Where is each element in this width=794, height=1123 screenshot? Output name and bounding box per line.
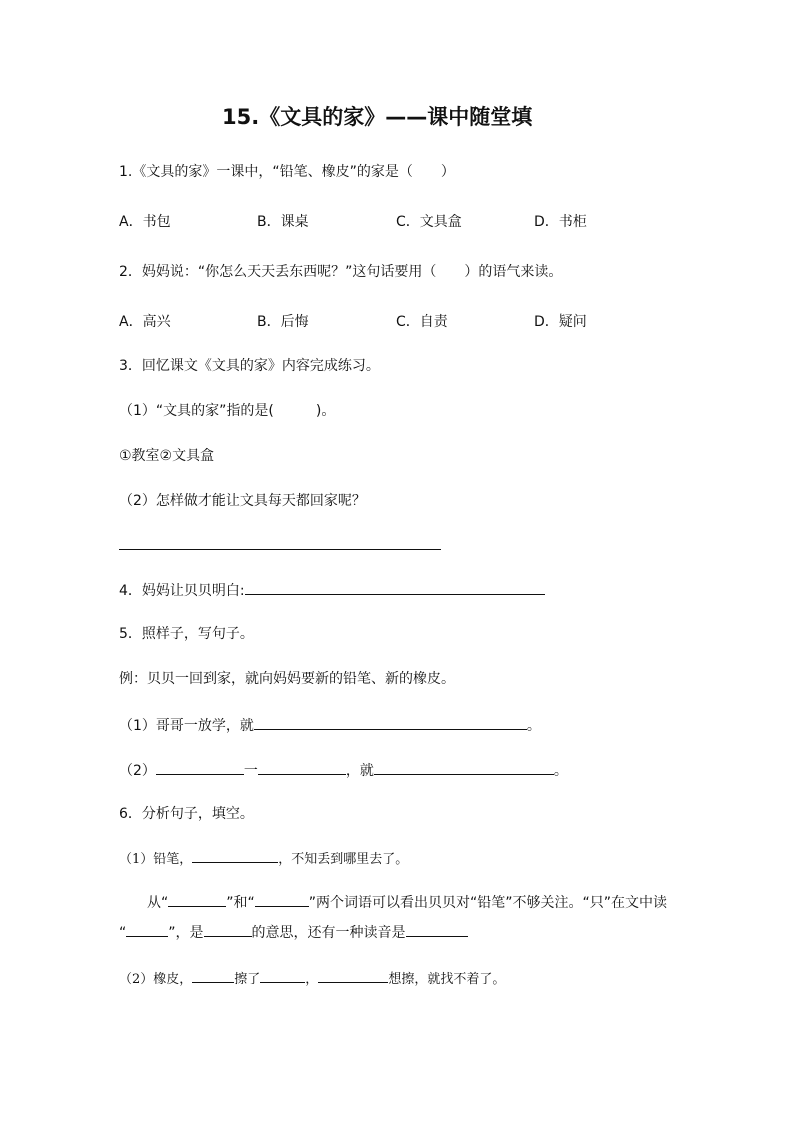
question-1-option-b: B．课桌 bbox=[257, 214, 309, 230]
question-5-sub-2-connector: 一 bbox=[243, 763, 258, 779]
question-6-other-reading-blank[interactable] bbox=[406, 922, 468, 937]
question-5-sub-2 bbox=[119, 760, 568, 780]
question-6-analysis-text-1: 从“ bbox=[147, 895, 169, 911]
question-5-sub-1-prefix: （1）哥哥一放学，就 bbox=[119, 718, 254, 734]
question-6-sub-1 bbox=[119, 848, 408, 869]
question-6-analysis-line-1 bbox=[147, 892, 667, 912]
question-5-sub-2-middle: ，就 bbox=[345, 763, 374, 779]
question-5-sub-1-blank[interactable] bbox=[254, 715, 527, 730]
question-6-sub-2 bbox=[119, 968, 505, 989]
question-2-option-a: A．高兴 bbox=[119, 314, 171, 330]
question-2-stem: 2．妈妈说：“你怎么天天丢东西呢？”这句话要用（ ）的语气来读。 bbox=[119, 264, 563, 280]
question-6-sub-2-blank-3[interactable] bbox=[318, 968, 388, 983]
question-5-sub-2-blank-1[interactable] bbox=[156, 760, 244, 775]
question-5-sub-2-blank-2[interactable] bbox=[258, 760, 346, 775]
question-3-sub-2: （2）怎样做才能让文具每天都回家呢？ bbox=[119, 493, 366, 509]
question-5-sub-2-end: 。 bbox=[553, 763, 568, 779]
question-6-sub-2-text-1: 擦了 bbox=[234, 972, 261, 987]
question-6-sub-2-prefix: （2）橡皮， bbox=[119, 972, 193, 987]
question-6-sub-2-blank-2[interactable] bbox=[260, 968, 305, 983]
question-6-stem: 6．分析句子，填空。 bbox=[119, 806, 254, 822]
question-5-sub-1 bbox=[119, 715, 541, 735]
question-3-answer-line[interactable] bbox=[119, 549, 441, 550]
question-4-stem: 4．妈妈让贝贝明白: bbox=[119, 583, 245, 599]
question-6-analysis-text-2: ”和“ bbox=[226, 895, 255, 911]
question-6-analysis-line-2 bbox=[119, 922, 468, 942]
question-6-analysis-text-3: ”两个词语可以看出贝贝对“铅笔”不够关注。“只”在文中读 bbox=[308, 895, 668, 911]
question-6-analysis-text-5: ”，是 bbox=[168, 925, 204, 941]
question-3-sub-1: （1）“文具的家”指的是( )。 bbox=[119, 403, 336, 419]
question-6-pronunciation-blank[interactable] bbox=[126, 922, 168, 937]
question-5-example: 例：贝贝一回到家，就向妈妈要新的铅笔、新的橡皮。 bbox=[119, 671, 455, 687]
page-title: 15.《文具的家》——课中随堂填 bbox=[222, 105, 533, 129]
question-2-option-b: B．后悔 bbox=[257, 314, 309, 330]
question-1-option-d: D．书柜 bbox=[534, 214, 587, 230]
question-4-answer-blank[interactable] bbox=[245, 580, 545, 595]
question-6-analysis-text-6: 的意思，还有一种读音是 bbox=[251, 925, 406, 941]
question-6-sub-2-text-2: ， bbox=[305, 972, 319, 987]
question-6-sub-2-text-3: 想擦，就找不着了。 bbox=[388, 972, 506, 987]
question-3-sub-1-choices: ①教室②文具盒 bbox=[119, 448, 215, 464]
question-1-stem: 1.《文具的家》一课中，“铅笔、橡皮”的家是（ ） bbox=[119, 164, 455, 180]
question-5-sub-1-end: 。 bbox=[526, 718, 541, 734]
question-1-option-a: A．书包 bbox=[119, 214, 171, 230]
question-6-sub-1-prefix: （1）铅笔， bbox=[119, 852, 193, 867]
question-6-word-blank-1[interactable] bbox=[168, 892, 226, 907]
question-6-word-blank-2[interactable] bbox=[255, 892, 309, 907]
question-1-option-c: C．文具盒 bbox=[396, 214, 462, 230]
question-2-option-c: C．自责 bbox=[396, 314, 448, 330]
question-4-line bbox=[119, 580, 545, 600]
question-3-stem: 3．回忆课文《文具的家》内容完成练习。 bbox=[119, 358, 380, 374]
question-6-analysis-text-4: “ bbox=[119, 925, 127, 941]
question-6-sub-2-blank-1[interactable] bbox=[192, 968, 234, 983]
question-2-option-d: D．疑问 bbox=[534, 314, 587, 330]
question-5-sub-2-blank-3[interactable] bbox=[374, 760, 554, 775]
question-6-sub-1-suffix: ，不知丢到哪里去了。 bbox=[278, 852, 409, 867]
question-6-sub-1-blank[interactable] bbox=[192, 848, 278, 863]
question-5-sub-2-prefix: （2） bbox=[119, 763, 156, 779]
question-5-stem: 5．照样子，写句子。 bbox=[119, 626, 254, 642]
question-6-meaning-blank[interactable] bbox=[204, 922, 252, 937]
